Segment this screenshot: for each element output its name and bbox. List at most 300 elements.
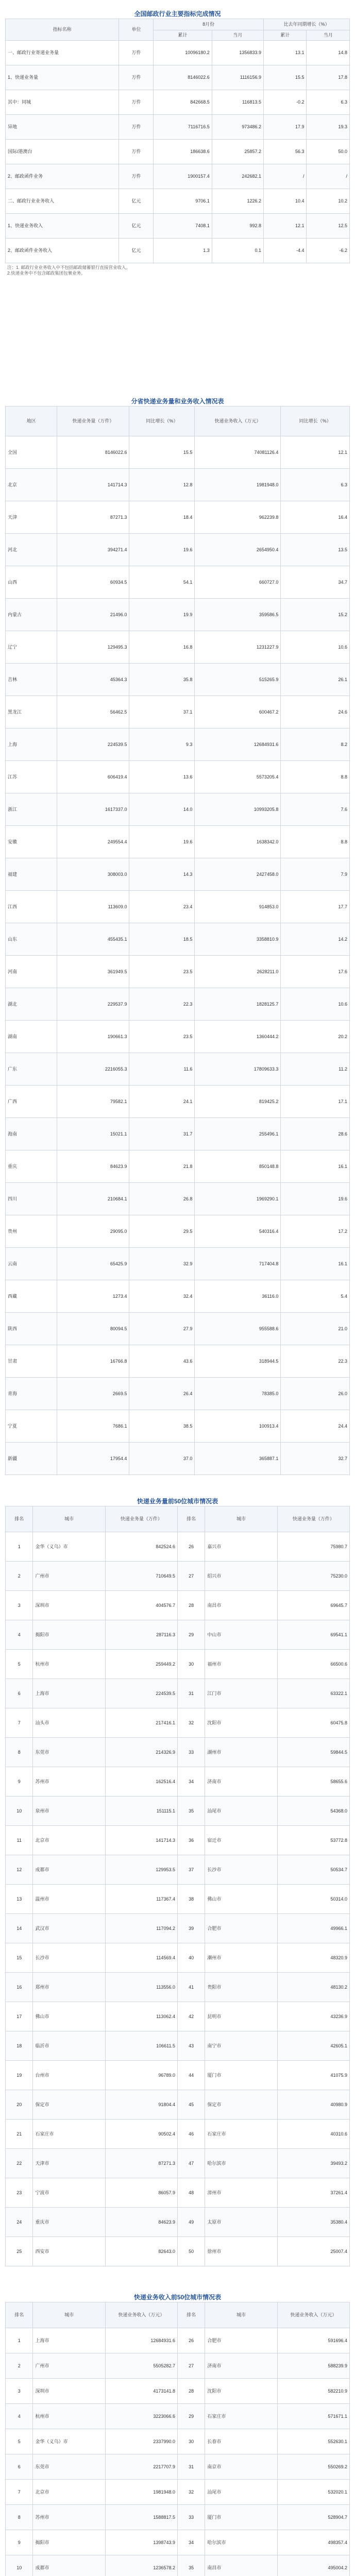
- rank: 43: [177, 2031, 205, 2061]
- province-revenue-growth: 6.3: [281, 469, 350, 501]
- province-revenue: 1231227.9: [195, 631, 281, 664]
- city-name: 西安市: [33, 2237, 105, 2266]
- city-volume: 60475.8: [277, 1708, 349, 1738]
- city-volume: 37261.4: [277, 2178, 349, 2208]
- city-volume: 91804.4: [105, 2090, 177, 2120]
- province-volume: 394271.4: [57, 534, 129, 566]
- city-name: 合肥市: [205, 1914, 277, 1943]
- rank: 27: [177, 2353, 205, 2379]
- rank: 10: [6, 2555, 33, 2576]
- city-volume: 48320.9: [277, 1943, 349, 1973]
- rank: 4: [6, 2404, 33, 2429]
- city-name: 绍兴市: [205, 1562, 277, 1591]
- province-row: [6, 1248, 350, 1280]
- province-revenue: 255496.1: [195, 1118, 281, 1150]
- province-volume: 80094.5: [57, 1313, 129, 1345]
- rank: 34: [177, 1767, 205, 1797]
- city-name: 济南市: [205, 1767, 277, 1797]
- rank: 44: [177, 2061, 205, 2090]
- city-revenue: 12684931.6: [105, 2328, 177, 2353]
- province-express-title: 分省快递业务量和业务收入情况表: [131, 398, 224, 405]
- province-volume-growth: 24.1: [129, 1086, 195, 1118]
- province-row: [6, 1313, 350, 1345]
- city-volume: 40980.9: [277, 2090, 349, 2120]
- province-row: [6, 793, 350, 826]
- province-revenue: 74081126.4: [195, 436, 281, 469]
- city-volume-row: [6, 1679, 350, 1708]
- indicator-unit: 万件: [119, 90, 154, 115]
- province-express-table: [5, 406, 350, 1475]
- indicator-row: [6, 41, 350, 65]
- rank: 32: [177, 1708, 205, 1738]
- city-volume: 82643.0: [105, 2237, 177, 2266]
- province-revenue-growth: 21.0: [281, 1313, 350, 1345]
- province-row: [6, 761, 350, 793]
- province-row: [6, 1118, 350, 1150]
- city-volume-top50-section: [5, 1497, 350, 2266]
- province-name: 云南: [6, 1248, 57, 1280]
- city-volume-row: [6, 1562, 350, 1591]
- province-revenue: 365887.1: [195, 1443, 281, 1475]
- header-revenue: 快递业务收入（万元）: [277, 2302, 349, 2328]
- province-revenue-growth: 7.9: [281, 858, 350, 891]
- header-rank: 排名: [6, 1506, 33, 1532]
- header-volume-growth: 同比增长（%）: [129, 406, 195, 436]
- province-revenue-growth: 12.1: [281, 436, 350, 469]
- province-name: 浙江: [6, 793, 57, 826]
- province-name: 陕西: [6, 1313, 57, 1345]
- city-volume: 842524.6: [105, 1532, 177, 1562]
- header-month-group: 8月份: [154, 19, 264, 30]
- city-name: 保定市: [33, 2090, 105, 2120]
- province-volume-growth: 37.1: [129, 696, 195, 728]
- note-line: 注：1. 邮政行业业务收入中不包括邮政储蓄银行直接营业收入。: [7, 265, 130, 270]
- indicator-growth-month: 12.5: [307, 214, 350, 239]
- city-volume-row: [6, 1708, 350, 1738]
- city-volume: 59844.5: [277, 1738, 349, 1767]
- province-name: 辽宁: [6, 631, 57, 664]
- province-row: [6, 956, 350, 988]
- province-name: 福建: [6, 858, 57, 891]
- indicator-unit: 万件: [119, 65, 154, 90]
- header-volume: 快递业务量（万件）: [57, 406, 129, 436]
- city-revenue: 2337990.0: [105, 2429, 177, 2454]
- province-revenue: 660727.0: [195, 566, 281, 599]
- rank: 27: [177, 1562, 205, 1591]
- city-name: 深圳市: [33, 2379, 105, 2404]
- province-row: [6, 1053, 350, 1086]
- indicator-name: 1、快递业务收入: [6, 214, 119, 239]
- province-revenue-growth: 24.4: [281, 1410, 350, 1443]
- rank: 25: [6, 2237, 33, 2266]
- province-revenue: 2427458.0: [195, 858, 281, 891]
- rank: 28: [177, 1591, 205, 1620]
- rank: 8: [6, 1738, 33, 1767]
- city-volume-row: [6, 1591, 350, 1620]
- province-volume: 1273.4: [57, 1280, 129, 1313]
- rank: 10: [6, 1797, 33, 1826]
- province-volume: 21496.0: [57, 599, 129, 631]
- indicator-unit: 亿元: [119, 189, 154, 214]
- indicator-growth-month: -6.2: [307, 239, 350, 263]
- city-volume: 141714.3: [105, 1826, 177, 1855]
- city-name: 嘉兴市: [205, 1532, 277, 1562]
- city-volume-row: [6, 1826, 350, 1855]
- rank: 28: [177, 2379, 205, 2404]
- rank: 2: [6, 1562, 33, 1591]
- province-row: [6, 988, 350, 1021]
- city-revenue: 582210.9: [277, 2379, 349, 2404]
- city-name: 济南市: [205, 2353, 277, 2379]
- province-row: [6, 1021, 350, 1053]
- province-express-section: [5, 397, 350, 1475]
- city-name: 苏州市: [33, 1767, 105, 1797]
- city-revenue-row: [6, 2328, 350, 2353]
- city-revenue-top50-body: [6, 2328, 350, 2576]
- rank: 26: [177, 1532, 205, 1562]
- city-name: 哈尔滨市: [205, 2530, 277, 2555]
- province-revenue: 17809633.3: [195, 1053, 281, 1086]
- province-revenue-growth: 10.6: [281, 988, 350, 1021]
- city-name: 贵阳市: [205, 1973, 277, 2002]
- province-volume-growth: 12.8: [129, 469, 195, 501]
- province-revenue-growth: 10.6: [281, 631, 350, 664]
- city-volume: 90502.4: [105, 2120, 177, 2149]
- city-name: 上海市: [33, 1679, 105, 1708]
- rank: 35: [177, 1797, 205, 1826]
- city-name: 太原市: [205, 2208, 277, 2237]
- city-volume: 87271.3: [105, 2149, 177, 2178]
- city-name: 揭阳市: [33, 2530, 105, 2555]
- province-volume: 8146022.6: [57, 436, 129, 469]
- indicator-name: 其中：同城: [6, 90, 119, 115]
- city-revenue: 532020.1: [277, 2480, 349, 2505]
- indicator-growth-month: 10.2: [307, 189, 350, 214]
- city-name: 厦门市: [205, 2061, 277, 2090]
- indicator-growth-month: 14.8: [307, 41, 350, 65]
- rank: 15: [6, 1943, 33, 1973]
- indicator-growth-cumulative: 12.1: [263, 214, 307, 239]
- city-volume: 69541.1: [277, 1620, 349, 1650]
- province-volume-growth: 26.8: [129, 1183, 195, 1215]
- city-name: 金华（义乌）市: [33, 2429, 105, 2454]
- city-name: 佛山市: [205, 1885, 277, 1914]
- city-name: 深圳市: [33, 1591, 105, 1620]
- city-name: 汕尾市: [205, 1797, 277, 1826]
- province-volume-growth: 14.0: [129, 793, 195, 826]
- province-row: [6, 1150, 350, 1183]
- rank: 3: [6, 2379, 33, 2404]
- city-volume-row: [6, 1973, 350, 2002]
- rank: 49: [177, 2208, 205, 2237]
- city-name: 长沙市: [205, 1855, 277, 1885]
- province-volume: 361949.5: [57, 956, 129, 988]
- city-revenue: 2217707.9: [105, 2454, 177, 2480]
- city-volume: 50314.0: [277, 1885, 349, 1914]
- city-name: 杭州市: [33, 1650, 105, 1679]
- province-revenue: 100913.4: [195, 1410, 281, 1443]
- province-revenue-growth: 17.1: [281, 1086, 350, 1118]
- province-revenue: 359586.5: [195, 599, 281, 631]
- city-volume: 54368.0: [277, 1797, 349, 1826]
- province-volume-growth: 9.3: [129, 728, 195, 761]
- city-volume-row: [6, 1855, 350, 1885]
- header-revenue: 快递业务收入（万元）: [195, 406, 281, 436]
- rank: 19: [6, 2061, 33, 2090]
- rank: 23: [6, 2178, 33, 2208]
- header-region: 地区: [6, 406, 57, 436]
- province-volume-growth: 37.0: [129, 1443, 195, 1475]
- indicator-month: 116813.5: [212, 90, 263, 115]
- indicator-name: 1、快递业务量: [6, 65, 119, 90]
- indicator-growth-cumulative: 17.9: [263, 115, 307, 140]
- province-row: [6, 1410, 350, 1443]
- city-revenue-row: [6, 2379, 350, 2404]
- province-row: [6, 1280, 350, 1313]
- province-name: 广西: [6, 1086, 57, 1118]
- city-name: 武汉市: [33, 1914, 105, 1943]
- city-name: 江门市: [205, 1679, 277, 1708]
- city-revenue: 571671.1: [277, 2404, 349, 2429]
- province-revenue-growth: 34.7: [281, 566, 350, 599]
- city-volume-row: [6, 2090, 350, 2120]
- city-name: 泉州市: [33, 1797, 105, 1826]
- province-revenue-growth: 8.8: [281, 761, 350, 793]
- province-revenue: 12684931.6: [195, 728, 281, 761]
- indicator-row: [6, 214, 350, 239]
- rank: 17: [6, 2002, 33, 2031]
- province-revenue: 1981948.0: [195, 469, 281, 501]
- city-volume: 53772.8: [277, 1826, 349, 1855]
- rank: 42: [177, 2002, 205, 2031]
- rank: 12: [6, 1855, 33, 1885]
- province-volume-growth: 19.6: [129, 826, 195, 858]
- city-volume-top50-title: 快递业务量前50位城市情况表: [137, 1498, 218, 1505]
- province-volume: 45364.3: [57, 664, 129, 696]
- province-row: [6, 631, 350, 664]
- province-row: [6, 858, 350, 891]
- province-revenue-growth: 14.2: [281, 923, 350, 956]
- province-volume-growth: 23.4: [129, 891, 195, 923]
- city-volume: 75230.0: [277, 1562, 349, 1591]
- province-volume: 65425.9: [57, 1248, 129, 1280]
- province-row: [6, 664, 350, 696]
- province-volume-growth: 43.6: [129, 1345, 195, 1378]
- city-revenue-row: [6, 2555, 350, 2576]
- indicator-growth-cumulative: 13.1: [263, 41, 307, 65]
- province-volume: 129495.3: [57, 631, 129, 664]
- province-name: 江西: [6, 891, 57, 923]
- city-volume-row: [6, 2031, 350, 2061]
- city-volume: 58655.6: [277, 1767, 349, 1797]
- city-name: 南京市: [205, 2454, 277, 2480]
- province-revenue: 318944.5: [195, 1345, 281, 1378]
- city-volume-row: [6, 2178, 350, 2208]
- province-volume-growth: 21.8: [129, 1150, 195, 1183]
- province-volume-growth: 32.9: [129, 1248, 195, 1280]
- city-volume: 75980.7: [277, 1532, 349, 1562]
- header-revenue-growth: 同比增长（%）: [281, 406, 350, 436]
- province-revenue: 914853.0: [195, 891, 281, 923]
- city-revenue-row: [6, 2404, 350, 2429]
- rank: 18: [6, 2031, 33, 2061]
- province-row: [6, 696, 350, 728]
- rank: 22: [6, 2149, 33, 2178]
- province-name: 青海: [6, 1378, 57, 1410]
- rank: 35: [177, 2555, 205, 2576]
- postal-indicators-body: [6, 41, 350, 263]
- province-row: [6, 501, 350, 534]
- indicator-row: [6, 164, 350, 189]
- province-volume-growth: 32.4: [129, 1280, 195, 1313]
- province-volume: 308003.0: [57, 858, 129, 891]
- postal-indicators-section: [5, 9, 350, 277]
- indicator-row: [6, 140, 350, 164]
- city-volume: 129953.5: [105, 1855, 177, 1885]
- province-revenue: 540316.4: [195, 1215, 281, 1248]
- province-revenue: 10993205.8: [195, 793, 281, 826]
- city-revenue: 1236578.2: [105, 2555, 177, 2576]
- city-volume: 25007.4: [277, 2237, 349, 2266]
- city-revenue-top50-table: [5, 2302, 350, 2576]
- indicator-growth-month: 50.0: [307, 140, 350, 164]
- indicator-growth-month: 19.3: [307, 115, 350, 140]
- header-indicator: 指标名称: [6, 19, 119, 41]
- city-revenue-row: [6, 2530, 350, 2555]
- header-rank: 排名: [6, 2302, 33, 2328]
- indicator-unit: 万件: [119, 41, 154, 65]
- rank: 36: [177, 1826, 205, 1855]
- city-revenue: 498357.4: [277, 2530, 349, 2555]
- header-growth-month: 当月: [307, 30, 350, 41]
- city-volume: 114569.4: [105, 1943, 177, 1973]
- city-name: 宿迁市: [205, 1826, 277, 1855]
- province-volume: 16766.8: [57, 1345, 129, 1378]
- province-volume-growth: 18.4: [129, 501, 195, 534]
- rank: 3: [6, 1591, 33, 1620]
- indicator-growth-month: /: [307, 164, 350, 189]
- indicator-unit: 亿元: [119, 239, 154, 263]
- city-volume-row: [6, 2002, 350, 2031]
- province-name: 山西: [6, 566, 57, 599]
- province-revenue-growth: 8.8: [281, 826, 350, 858]
- province-revenue-growth: 26.0: [281, 1378, 350, 1410]
- province-revenue-growth: 13.5: [281, 534, 350, 566]
- province-name: 上海: [6, 728, 57, 761]
- province-row: [6, 1183, 350, 1215]
- province-volume-growth: 19.9: [129, 599, 195, 631]
- rank: 11: [6, 1826, 33, 1855]
- city-name: 台州市: [33, 2061, 105, 2090]
- rank: 33: [177, 2505, 205, 2530]
- province-row: [6, 436, 350, 469]
- city-name: 金华（义乌）市: [33, 1532, 105, 1562]
- indicator-month: 1226.2: [212, 189, 263, 214]
- province-express-body: [6, 436, 350, 1475]
- city-name: 广州市: [33, 2353, 105, 2379]
- province-row: [6, 534, 350, 566]
- rank: 45: [177, 2090, 205, 2120]
- indicator-name: 二、邮政行业业务收入: [6, 189, 119, 214]
- city-revenue: 495004.2: [277, 2555, 349, 2576]
- city-name: 福州市: [205, 1650, 277, 1679]
- province-volume-growth: 13.6: [129, 761, 195, 793]
- city-name: 哈尔滨市: [205, 2149, 277, 2178]
- indicator-growth-cumulative: 15.5: [263, 65, 307, 90]
- city-name: 潮州市: [205, 1943, 277, 1973]
- province-volume-growth: 35.8: [129, 664, 195, 696]
- province-volume-growth: 23.5: [129, 956, 195, 988]
- city-name: 苏州市: [33, 2505, 105, 2530]
- city-revenue: 3223066.6: [105, 2404, 177, 2429]
- province-name: 湖南: [6, 1021, 57, 1053]
- header-city: 城市: [205, 1506, 277, 1532]
- province-revenue-growth: 5.4: [281, 1280, 350, 1313]
- province-revenue-growth: 17.6: [281, 956, 350, 988]
- header-growth-cumulative: 累计: [263, 30, 307, 41]
- province-revenue-growth: 11.2: [281, 1053, 350, 1086]
- province-revenue-growth: 22.3: [281, 1345, 350, 1378]
- city-volume: 117367.4: [105, 1885, 177, 1914]
- header-growth-group: 比去年同期增长（%）: [263, 19, 349, 30]
- indicator-cumulative: 7116716.5: [154, 115, 212, 140]
- city-volume-top50-table: [5, 1506, 350, 2266]
- indicator-cumulative: 8146022.6: [154, 65, 212, 90]
- city-revenue: 5505282.7: [105, 2353, 177, 2379]
- rank: 34: [177, 2530, 205, 2555]
- province-volume-growth: 23.5: [129, 1021, 195, 1053]
- province-revenue: 1638342.0: [195, 826, 281, 858]
- rank: 40: [177, 1943, 205, 1973]
- city-volume-row: [6, 2237, 350, 2266]
- rank: 30: [177, 2429, 205, 2454]
- city-name: 天津市: [33, 2149, 105, 2178]
- city-name: 南宁市: [205, 2031, 277, 2061]
- city-volume: 35380.4: [277, 2208, 349, 2237]
- rank: 50: [177, 2237, 205, 2266]
- rank: 21: [6, 2120, 33, 2149]
- province-volume-growth: 29.5: [129, 1215, 195, 1248]
- province-row: [6, 1378, 350, 1410]
- city-revenue-row: [6, 2505, 350, 2530]
- city-name: 沈阳市: [205, 2379, 277, 2404]
- province-row: [6, 728, 350, 761]
- city-volume-row: [6, 1885, 350, 1914]
- province-name: 黑龙江: [6, 696, 57, 728]
- rank: 30: [177, 1650, 205, 1679]
- city-revenue-row: [6, 2480, 350, 2505]
- city-revenue-row: [6, 2454, 350, 2480]
- indicator-month: 25857.2: [212, 140, 263, 164]
- province-revenue: 5573205.4: [195, 761, 281, 793]
- city-volume: 162516.4: [105, 1767, 177, 1797]
- header-rank: 排名: [177, 2302, 205, 2328]
- city-volume: 710649.5: [105, 1562, 177, 1591]
- province-revenue: 78385.0: [195, 1378, 281, 1410]
- city-volume-row: [6, 1532, 350, 1562]
- indicator-name: 2、邮政函件业务: [6, 164, 119, 189]
- province-name: 四川: [6, 1183, 57, 1215]
- indicator-growth-cumulative: 56.3: [263, 140, 307, 164]
- province-name: 河南: [6, 956, 57, 988]
- province-revenue: 3358810.9: [195, 923, 281, 956]
- indicator-month: 1356833.9: [212, 41, 263, 65]
- province-volume: 79582.1: [57, 1086, 129, 1118]
- indicator-unit: 万件: [119, 115, 154, 140]
- city-name: 昆明市: [205, 2002, 277, 2031]
- indicator-unit: 亿元: [119, 214, 154, 239]
- province-revenue-growth: 16.4: [281, 501, 350, 534]
